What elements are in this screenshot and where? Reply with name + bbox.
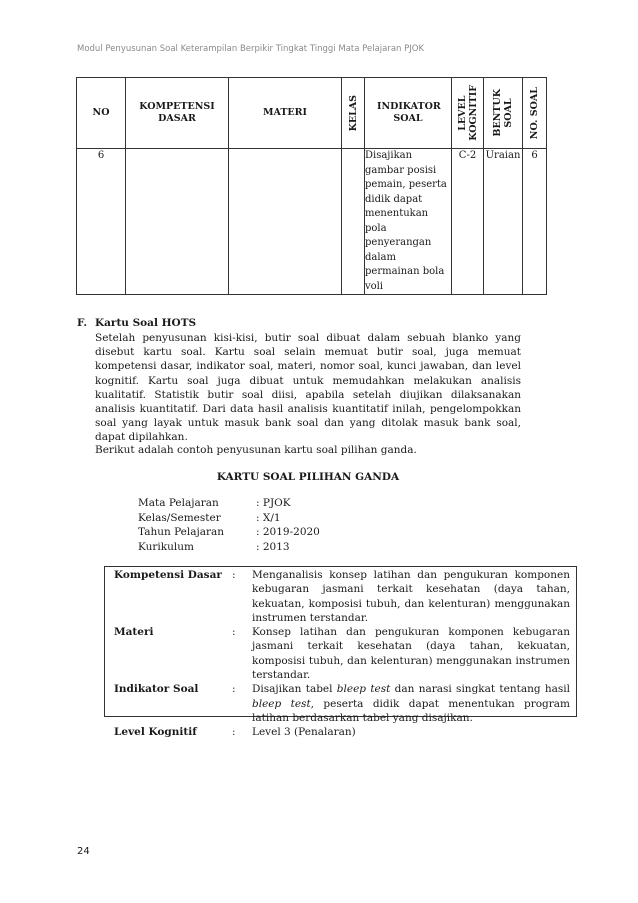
section-letter: F.	[77, 317, 88, 329]
meta-label: Kelas/Semester	[138, 511, 221, 524]
card-title: KARTU SOAL PILIHAN GANDA	[216, 471, 400, 483]
cell-bentuk-soal: Uraian	[484, 149, 523, 295]
header-no: NO	[77, 78, 126, 149]
cell-level-kognitif: C-2	[452, 149, 484, 295]
header-level-cell	[452, 78, 484, 149]
header-nosoal-cell	[523, 78, 547, 149]
card-label-materi: Materi	[114, 626, 154, 639]
page-number: 24	[77, 846, 90, 857]
header-kelas: KELAS	[347, 94, 359, 132]
card-row-materi	[105, 625, 576, 682]
card-label-level: Level Kognitif	[114, 726, 197, 739]
card-separator: :	[232, 726, 236, 739]
card-value-materi: Konsep latihan dan pengukuran komponen kebugaran jasmani terkait kesehatan (daya tahan, kekuatan, komposisi tubuh, dan kelenturan) menggunakan instrumen terstandar.	[252, 626, 570, 682]
meta-row	[138, 540, 320, 555]
card-separator: :	[232, 626, 236, 639]
card-label-indikator: Indikator Soal	[114, 683, 199, 696]
cell-no: 6	[77, 149, 126, 295]
cell-kelas	[342, 149, 365, 295]
meta-row	[138, 511, 320, 526]
kisi-kisi-table	[76, 77, 547, 295]
card-row-kompetensi	[105, 567, 576, 625]
meta-value: : 2019-2020	[256, 526, 320, 538]
card-meta	[138, 496, 320, 554]
meta-row	[138, 525, 320, 540]
header-bentuk-soal: BENTUK SOAL	[492, 89, 514, 137]
card-value-indikator	[252, 682, 570, 725]
header-no-soal: NO. SOAL	[529, 86, 540, 140]
indikator-text-3: , peserta didik dapat menentukan program latihan berdasarkan tabel yang disajikan.	[252, 697, 571, 724]
card-row-level	[105, 725, 576, 739]
card-separator: :	[232, 569, 236, 581]
running-header: Modul Penyusunan Soal Keterampilan Berpikir Tingkat Tinggi Mata Pelajaran PJOK	[77, 44, 425, 54]
section-title: Kartu Soal HOTS	[95, 317, 197, 329]
meta-value: : 2013	[256, 540, 290, 553]
card-value-kompetensi: Menganalisis konsep latihan dan pengukuran komponen kebugaran jasmani terkait kesehatan (daya tahan, kekuatan, komposisi tubuh, dan kelenturan) menggunakan instrumen terstandar.	[252, 569, 570, 624]
meta-label: Mata Pelajaran	[138, 497, 219, 509]
section-paragraph-1: Setelah penyusunan kisi-kisi, butir soal dibuat dalam sebuah blanko yang disebut kartu soal. Kartu soal selain memuat butir soal, juga memuat kompetensi dasar, indikator soal, materi, nomor soal, kunci jawaban, dan level kognitif. Kartu soal juga dibuat untuk memudahkan melakukan analisis kualitatif. Statistik butir soal diisi, apabila setelah diujikan dilaksanakan analisis kuantitatif. Dari data hasil analisis kuantitatif inilah, pengelompokkan soal yang layak untuk masuk bank soal dan yang ditolak masuk bank soal, dapat dipilahkan.	[95, 332, 521, 444]
meta-value: : PJOK	[256, 497, 291, 509]
meta-label: Kurikulum	[138, 540, 194, 553]
cell-indikator-soal: Disajikan gambar posisi pemain, peserta didik dapat menentukan pola penyerangan dalam permainan bola voli	[365, 149, 452, 295]
card-value-level: Level 3 (Penalaran)	[252, 726, 356, 739]
header-kompetensi-dasar: KOMPETENSI DASAR	[126, 78, 229, 149]
header-materi: MATERI	[229, 78, 342, 149]
section-paragraph-2: Berikut adalah contoh penyusunan kartu soal pilihan ganda.	[95, 444, 417, 456]
cell-materi	[229, 149, 342, 295]
indikator-text-1: Disajikan tabel	[252, 683, 337, 696]
header-level-kognitif: LEVEL KOGNITIF	[456, 85, 479, 141]
indikator-emphasis-2: bleep test	[252, 697, 311, 710]
header-bentuk-cell	[484, 78, 523, 149]
card-label-kompetensi: Kompetensi Dasar	[114, 569, 222, 581]
kartu-soal-box	[104, 566, 577, 739]
meta-value: : X/1	[256, 511, 281, 524]
header-kelas-cell	[342, 78, 365, 149]
header-indikator-soal	[365, 78, 452, 149]
card-separator: :	[232, 683, 236, 696]
table-row	[77, 149, 547, 295]
card-row-indikator	[105, 682, 576, 725]
table-header-row	[77, 78, 547, 149]
indikator-emphasis-1: bleep test	[336, 683, 391, 696]
header-indikator-label: INDIKATOR SOAL	[377, 101, 441, 124]
indikator-text-2: dan narasi singkat tentang hasil	[390, 683, 571, 696]
cell-no-soal: 6	[523, 149, 547, 295]
meta-row	[138, 496, 320, 511]
meta-label: Tahun Pelajaran	[138, 526, 225, 538]
cell-kompetensi-dasar	[126, 149, 229, 295]
